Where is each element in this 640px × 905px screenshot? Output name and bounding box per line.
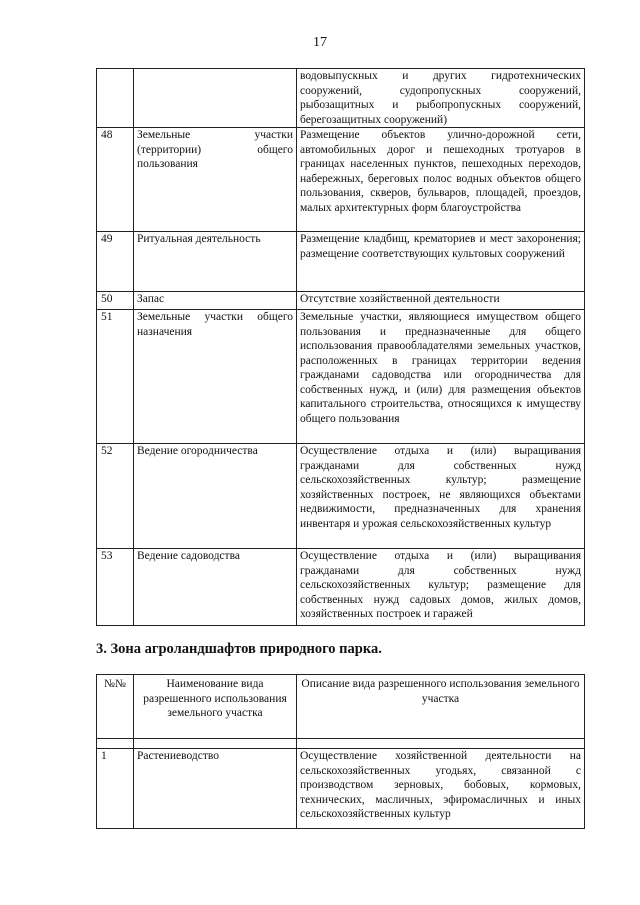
row-number: 48 xyxy=(97,128,134,232)
table-header-row xyxy=(97,675,585,739)
spacer-cell xyxy=(297,739,585,749)
header-number: №№ xyxy=(97,675,134,739)
row-number: 1 xyxy=(97,749,134,829)
header-use-type-description: Описание вида разрешенного использования земельного участка xyxy=(297,675,585,739)
use-type-description: Осуществление хозяйственной деятельности на сельскохозяйственных угодьях, связанной с производством зерновых, бобовых, кормовых, технических, масличных, эфиромасличных и иных сельскохозяйственных культур xyxy=(297,749,585,829)
table-row xyxy=(97,310,585,444)
row-number xyxy=(97,69,134,128)
table-row xyxy=(97,232,585,292)
agrolandscape-zone-table xyxy=(96,674,585,829)
use-type-description: Отсутствие хозяйственной деятельности xyxy=(297,292,585,310)
table-row xyxy=(97,444,585,549)
header-use-type-name: Наименование вида разрешенного использования земельного участка xyxy=(134,675,297,739)
row-number: 53 xyxy=(97,549,134,626)
use-type-name: Земельные участки общего назначения xyxy=(134,310,297,444)
use-type-name: Ведение садоводства xyxy=(134,549,297,626)
page-number: 17 xyxy=(313,35,327,50)
use-type-name: Ритуальная деятельность xyxy=(134,232,297,292)
land-use-table-continued xyxy=(96,68,585,626)
use-type-name: Ведение огородничества xyxy=(134,444,297,549)
use-type-description: Размещение кладбищ, крематориев и мест захоронения; размещение соответствующих культовых сооружений xyxy=(297,232,585,292)
use-type-name: Земельные участки (территории) общего пользования xyxy=(134,128,297,232)
row-number: 49 xyxy=(97,232,134,292)
table-spacer-row xyxy=(97,739,585,749)
table-row xyxy=(97,292,585,310)
row-number: 51 xyxy=(97,310,134,444)
table-row xyxy=(97,128,585,232)
use-type-description: Размещение объектов улично-дорожной сети, автомобильных дорог и пешеходных тротуаров в границах населенных пунктов, пешеходных переходов, набережных, береговых полос водных объектов общего пользования, скверов, бульваров, площадей, проездов, малых архитектурных форм благоустройства xyxy=(297,128,585,232)
use-type-description: водовыпускных и других гидротехнических сооружений, судопропускных сооружений, рыбозащитных и рыбопропускных сооружений, берегозащитных сооружений) xyxy=(297,69,585,128)
spacer-cell xyxy=(134,739,297,749)
row-number: 50 xyxy=(97,292,134,310)
use-type-description: Земельные участки, являющиеся имуществом общего пользования и предназначенные для общего использования правообладателями земельных участков, расположенных в границах территории ведения гражданами садоводства или огородничества для собственных нужд, и (или) для размещения объектов капитального строительства, относящихся к имуществу общего пользования xyxy=(297,310,585,444)
table-row xyxy=(97,69,585,128)
use-type-description: Осуществление отдыха и (или) выращивания гражданами для собственных нужд сельскохозяйственных культур; размещение хозяйственных построек, не являющихся объектами недвижимости, предназначенных для хранения инвентаря и урожая сельскохозяйственных культур xyxy=(297,444,585,549)
table-row xyxy=(97,549,585,626)
use-type-description: Осуществление отдыха и (или) выращивания гражданами для собственных нужд сельскохозяйственных культур; размещение для собственных нужд садовых домов, жилых домов, хозяйственных построек и гаражей xyxy=(297,549,585,626)
use-type-name: Запас xyxy=(134,292,297,310)
section-heading: 3. Зона агроландшафтов природного парка. xyxy=(96,641,382,657)
row-number: 52 xyxy=(97,444,134,549)
use-type-name: Растениеводство xyxy=(134,749,297,829)
spacer-cell xyxy=(97,739,134,749)
use-type-name xyxy=(134,69,297,128)
table-row xyxy=(97,749,585,829)
